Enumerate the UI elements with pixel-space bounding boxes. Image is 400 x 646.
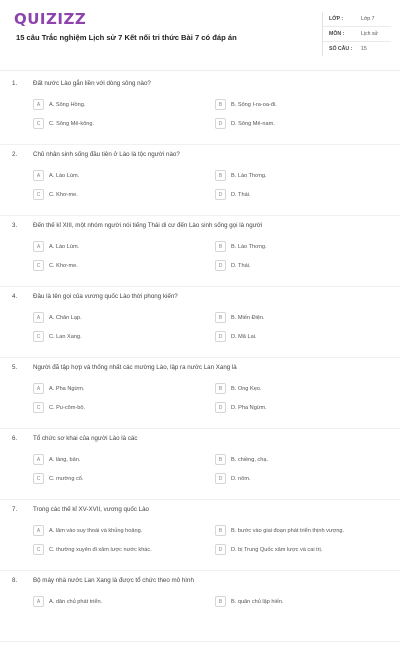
question-text: Đất nước Lào gắn liền với dòng sông nào? <box>33 80 151 87</box>
option-text: C. Lan Xang. <box>49 333 82 340</box>
option-letter-box: C <box>33 473 44 484</box>
option-text: B. Lào Thơng. <box>231 243 267 250</box>
question-separator <box>0 357 400 358</box>
option-letter-box: B <box>215 170 226 181</box>
question-number: 8. <box>12 577 18 584</box>
option-text: A. Sông Hồng. <box>49 101 86 108</box>
answer-option[interactable] <box>215 454 268 465</box>
option-letter-box: C <box>33 402 44 413</box>
option-letter-box: D <box>215 118 226 129</box>
question-text: Tổ chức sơ khai của người Lào là các <box>33 435 138 442</box>
option-text: D. bị Trung Quốc xâm lược và cai trị. <box>231 546 323 553</box>
option-text: A. làng, bản. <box>49 456 81 463</box>
option-letter-box: D <box>215 544 226 555</box>
option-letter-box: D <box>215 473 226 484</box>
option-text: D. Sông Mê-nam. <box>231 120 275 127</box>
option-text: B. chiềng, chạ. <box>231 456 269 463</box>
answer-option[interactable] <box>33 596 102 607</box>
question-number: 7. <box>12 506 18 513</box>
question-separator <box>0 428 400 429</box>
question-text: Đâu là tên gọi của vương quốc Lào thời phong kiến? <box>33 293 178 300</box>
answer-option[interactable] <box>215 596 284 607</box>
option-letter-box: B <box>215 99 226 110</box>
answer-option[interactable] <box>215 260 250 271</box>
meta-value: Lớp 7 <box>361 16 375 22</box>
question-separator <box>0 641 400 642</box>
option-text: C. Sông Mê-kông. <box>49 120 95 127</box>
option-letter-box: A <box>33 170 44 181</box>
answer-option[interactable] <box>33 312 82 323</box>
option-text: C. mường cổ. <box>49 475 84 482</box>
option-text: B. Lào Thơng. <box>231 172 267 179</box>
option-letter-box: A <box>33 596 44 607</box>
question-separator <box>0 144 400 145</box>
question-number: 5. <box>12 364 18 371</box>
option-text: C. Khơ-me. <box>49 262 78 269</box>
meta-value: Lịch sử <box>361 31 379 37</box>
meta-table <box>322 12 391 56</box>
option-text: D. Thái. <box>231 262 251 269</box>
question-separator <box>0 215 400 216</box>
option-letter-box: A <box>33 525 44 536</box>
option-letter-box: C <box>33 544 44 555</box>
question-item <box>0 504 400 575</box>
option-text: A. dân chủ phát triển. <box>49 598 103 605</box>
worksheet-title: 15 câu Trắc nghiệm Lịch sử 7 Kết nối tri thức Bài 7 có đáp án <box>16 33 237 42</box>
answer-option[interactable] <box>215 525 344 536</box>
question-item <box>0 362 400 433</box>
meta-row-count <box>323 42 391 56</box>
meta-value: 15 <box>361 46 367 52</box>
header-divider <box>0 70 400 71</box>
question-text: Người đã tập hợp và thống nhất các mường Lào, lập ra nước Lan Xang là <box>33 364 237 371</box>
option-letter-box: C <box>33 189 44 200</box>
question-text: Trong các thế kỉ XV-XVII, vương quốc Lào <box>33 506 149 513</box>
answer-option[interactable] <box>33 118 94 129</box>
question-number: 3. <box>12 222 18 229</box>
option-letter-box: C <box>33 331 44 342</box>
question-item <box>0 78 400 149</box>
option-letter-box: C <box>33 118 44 129</box>
quizizz-logo: QUIZIZZ <box>14 10 87 28</box>
answer-option[interactable] <box>33 170 79 181</box>
option-letter-box: A <box>33 312 44 323</box>
option-letter-box: D <box>215 331 226 342</box>
question-number: 4. <box>12 293 18 300</box>
option-text: A. Chân Lạp. <box>49 314 82 321</box>
answer-option[interactable] <box>215 402 267 413</box>
answer-option[interactable] <box>215 473 251 484</box>
answer-option[interactable] <box>215 99 277 110</box>
answer-option[interactable] <box>33 473 83 484</box>
answer-option[interactable] <box>33 99 85 110</box>
meta-label: MÔN : <box>329 31 345 37</box>
option-letter-box: A <box>33 383 44 394</box>
option-letter-box: B <box>215 596 226 607</box>
answer-option[interactable] <box>33 544 152 555</box>
option-letter-box: B <box>215 241 226 252</box>
question-item <box>0 291 400 362</box>
meta-row-subject <box>323 27 391 42</box>
question-number: 6. <box>12 435 18 442</box>
question-item <box>0 220 400 291</box>
answer-option[interactable] <box>33 189 78 200</box>
question-text: Đến thế kỉ XIII, một nhóm người nói tiếng Thái di cư đến Lào sinh sống gọi là người <box>33 222 263 229</box>
meta-row-class <box>323 12 391 27</box>
option-letter-box: A <box>33 454 44 465</box>
answer-option[interactable] <box>215 544 322 555</box>
answer-option[interactable] <box>33 260 78 271</box>
option-text: B. quân chủ lập hiến. <box>231 598 284 605</box>
question-separator <box>0 286 400 287</box>
option-text: A. Pha Ngừm. <box>49 385 85 392</box>
option-letter-box: D <box>215 402 226 413</box>
answer-option[interactable] <box>33 241 79 252</box>
option-text: D. Pha Ngừm. <box>231 404 267 411</box>
option-letter-box: A <box>33 99 44 110</box>
option-text: D. nôm. <box>231 475 251 482</box>
option-letter-box: B <box>215 525 226 536</box>
question-text: Chủ nhân sinh sống đầu tiên ở Lào là tộc người nào? <box>33 151 180 158</box>
question-item <box>0 149 400 220</box>
option-text: C. Pu-côm-bô. <box>49 404 86 411</box>
option-letter-box: D <box>215 189 226 200</box>
question-separator <box>0 499 400 500</box>
option-text: B. bước vào giai đoạn phát triển thịnh vượng. <box>231 527 345 534</box>
answer-option[interactable] <box>33 454 80 465</box>
answer-option[interactable] <box>215 170 267 181</box>
option-text: B. Miến Điện. <box>231 314 265 321</box>
meta-label: LỚP : <box>329 16 344 22</box>
option-text: B. Ong Kẹo. <box>231 385 262 392</box>
option-letter-box: C <box>33 260 44 271</box>
question-item <box>0 433 400 504</box>
option-text: C. thường xuyên đi xâm lược nước khác. <box>49 546 152 553</box>
answer-option[interactable] <box>215 312 265 323</box>
option-letter-box: D <box>215 260 226 271</box>
question-number: 2. <box>12 151 18 158</box>
answer-option[interactable] <box>33 331 82 342</box>
meta-label: SỐ CÂU : <box>329 46 353 52</box>
option-text: B. Sông I-ra-oa-đi. <box>231 101 277 108</box>
option-text: A. lâm vào suy thoái và khủng hoảng. <box>49 527 143 534</box>
option-letter-box: B <box>215 312 226 323</box>
answer-option[interactable] <box>215 383 261 394</box>
option-text: C. Khơ-me. <box>49 191 78 198</box>
answer-option[interactable] <box>215 118 275 129</box>
question-text: Bộ máy nhà nước Lan Xang là được tổ chức theo mô hình <box>33 577 194 584</box>
worksheet-header <box>0 0 400 68</box>
option-letter-box: A <box>33 241 44 252</box>
answer-option[interactable] <box>215 241 267 252</box>
answer-option[interactable] <box>33 402 85 413</box>
option-text: A. Lào Lùm. <box>49 172 80 179</box>
question-list <box>0 78 400 646</box>
option-text: A. Lào Lùm. <box>49 243 80 250</box>
question-number: 1. <box>12 80 18 87</box>
option-letter-box: B <box>215 383 226 394</box>
question-separator <box>0 570 400 571</box>
answer-option[interactable] <box>215 189 250 200</box>
option-text: D. Mã Lai. <box>231 333 257 340</box>
question-item <box>0 575 400 646</box>
option-letter-box: B <box>215 454 226 465</box>
option-text: D. Thái. <box>231 191 251 198</box>
answer-option[interactable] <box>33 383 84 394</box>
answer-option[interactable] <box>215 331 257 342</box>
answer-option[interactable] <box>33 525 142 536</box>
